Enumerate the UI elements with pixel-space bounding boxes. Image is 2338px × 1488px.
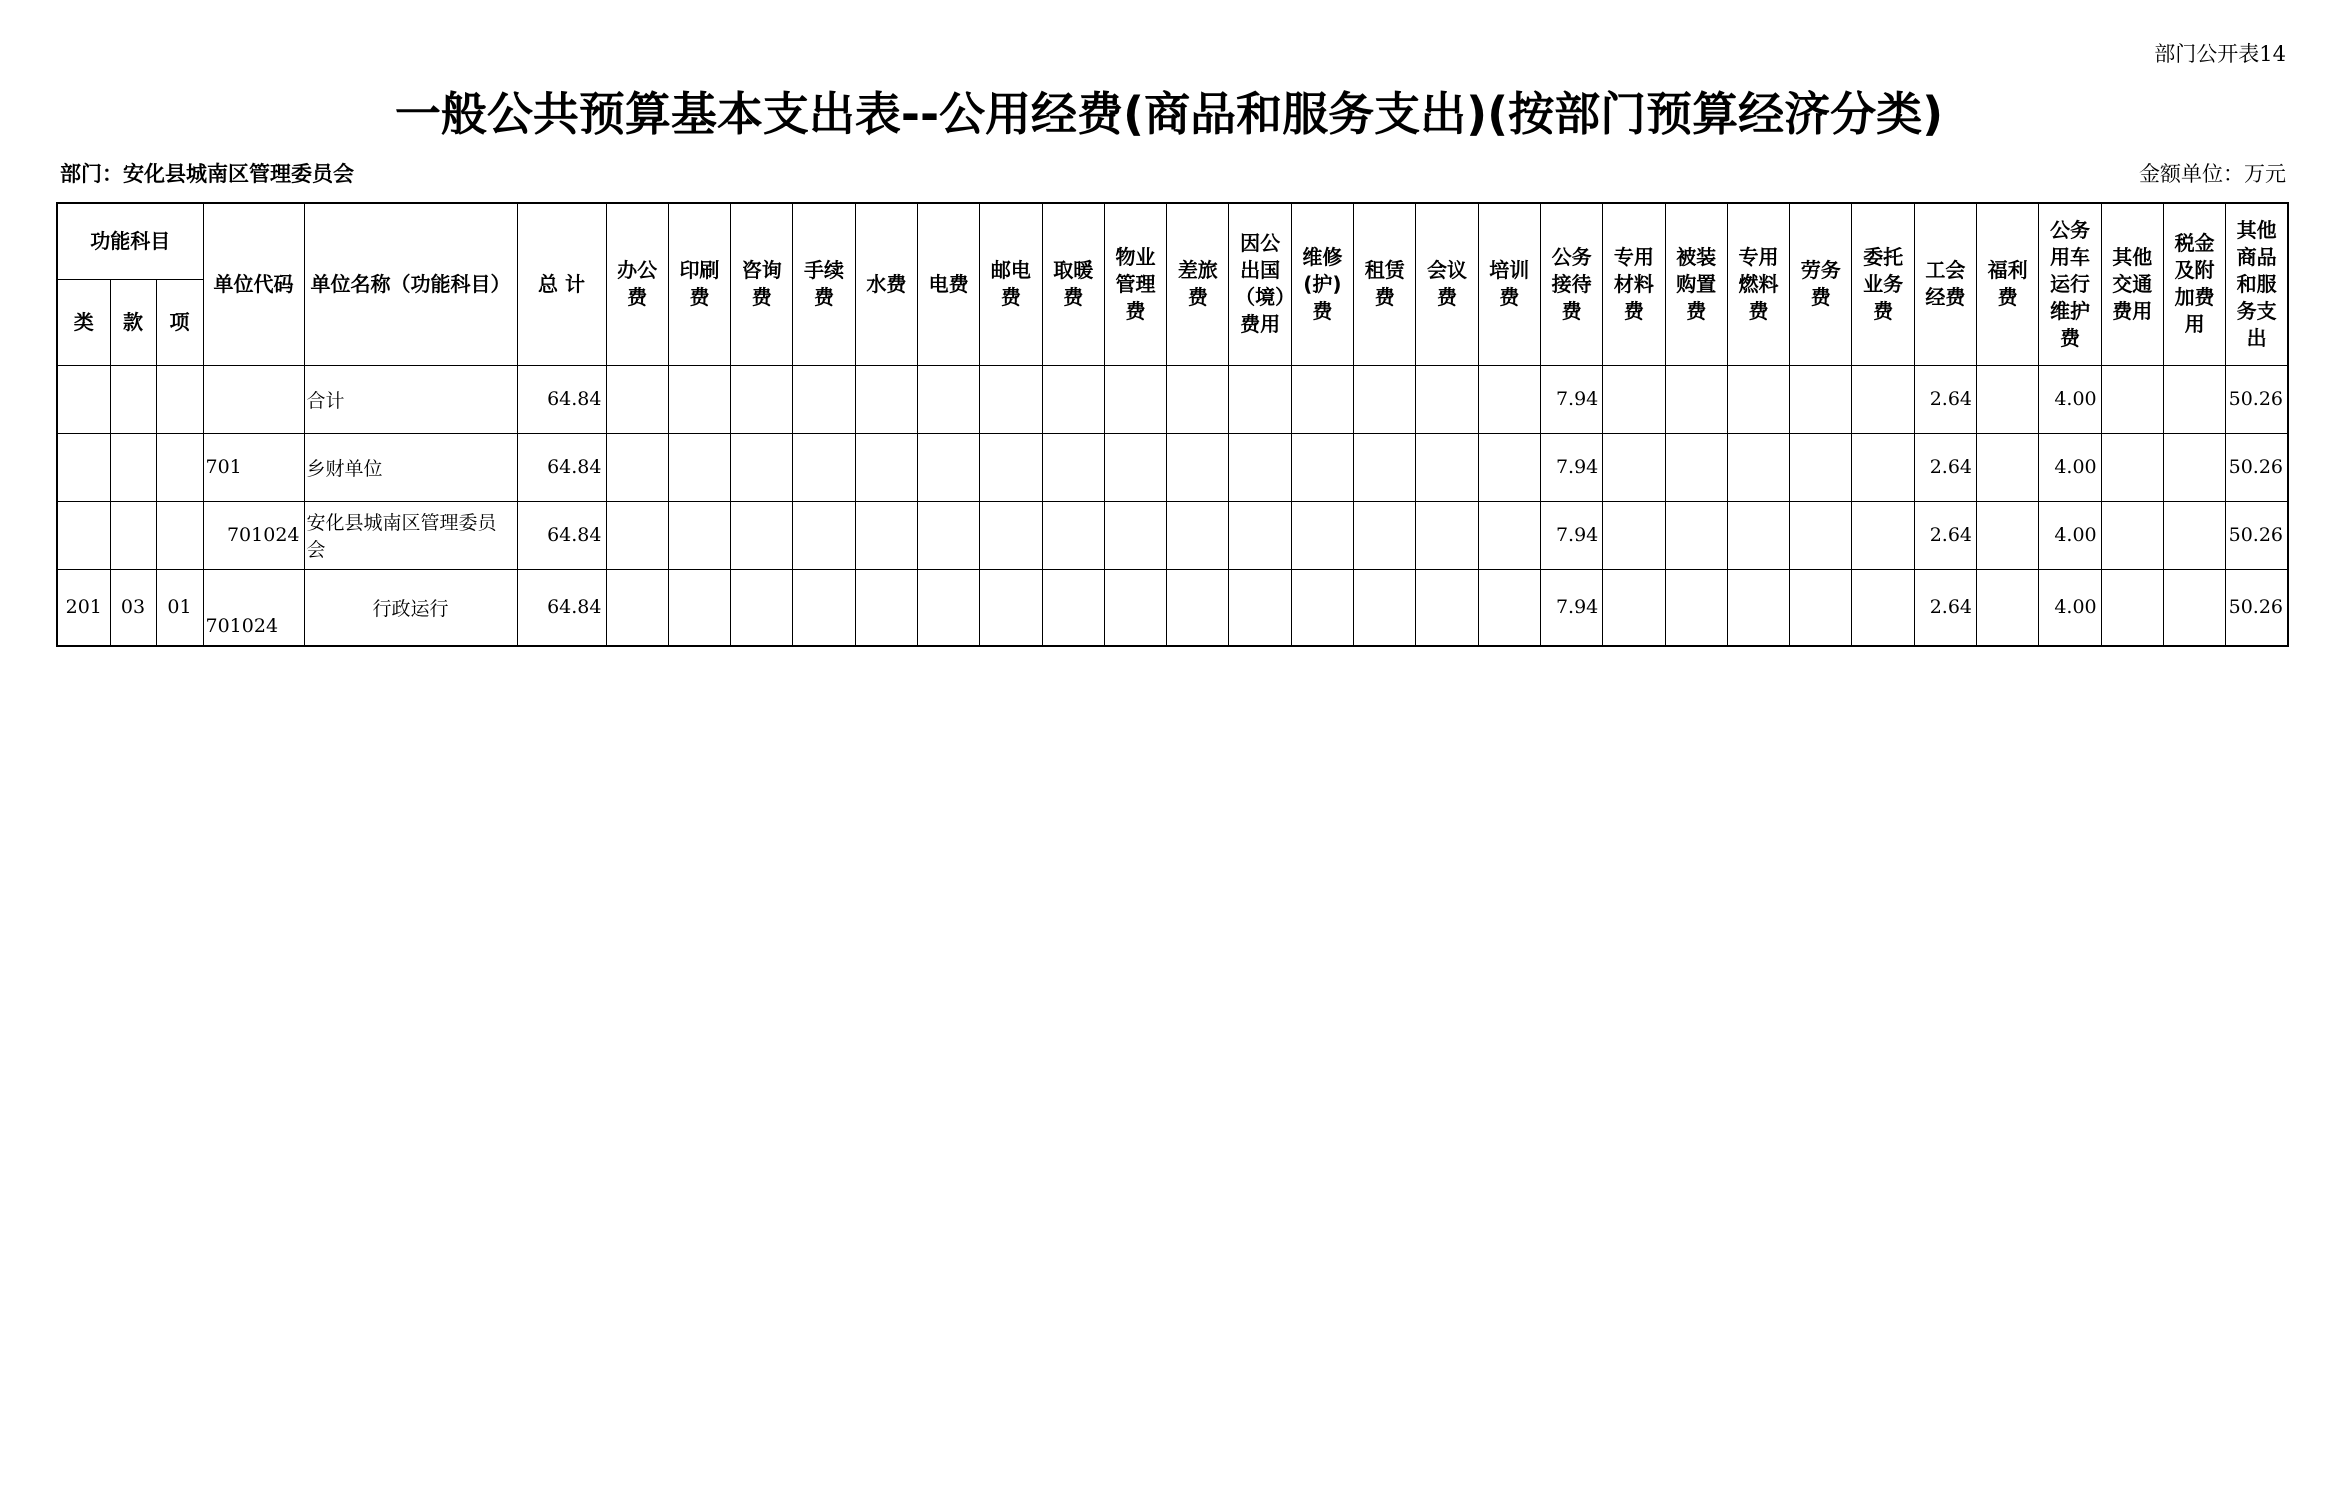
header-col-abroad: 因公出国（境）费用 [1229, 203, 1291, 365]
cell-empty [855, 569, 917, 646]
cell-empty [731, 433, 793, 501]
cell-xiang: 01 [156, 569, 203, 646]
cell-empty [2163, 365, 2225, 433]
cell-vehicle: 4.00 [2039, 433, 2101, 501]
cell-empty [1042, 501, 1104, 569]
cell-empty [1104, 365, 1166, 433]
table-number: 部门公开表14 [2154, 42, 2286, 66]
cell-lei [57, 365, 110, 433]
cell-vehicle: 4.00 [2039, 501, 2101, 569]
table-row [57, 501, 2288, 569]
cell-empty [793, 569, 855, 646]
cell-empty [1167, 433, 1229, 501]
cell-empty [668, 501, 730, 569]
header-func-subject: 功能科目 [57, 203, 203, 279]
cell-empty [2101, 501, 2163, 569]
header-col-rent: 租赁费 [1354, 203, 1416, 365]
cell-empty [980, 501, 1042, 569]
cell-empty [793, 501, 855, 569]
cell-empty [1104, 433, 1166, 501]
cell-empty [2163, 569, 2225, 646]
cell-kuan: 03 [110, 569, 156, 646]
cell-union: 2.64 [1914, 501, 1976, 569]
cell-xiang [156, 365, 203, 433]
header-col-training: 培训费 [1478, 203, 1540, 365]
header-col-labor: 劳务费 [1790, 203, 1852, 365]
header-col-tax: 税金及附加费用 [2163, 203, 2225, 365]
header-col-postal: 邮电费 [980, 203, 1042, 365]
cell-empty [1603, 433, 1665, 501]
table-body [57, 365, 2288, 646]
expenditure-table [56, 202, 2289, 647]
header-lei: 类 [57, 279, 110, 365]
cell-total: 64.84 [517, 501, 606, 569]
table-row [57, 433, 2288, 501]
header-col-transport: 其他交通费用 [2101, 203, 2163, 365]
header-col-welfare: 福利费 [1977, 203, 2039, 365]
cell-reception: 7.94 [1540, 501, 1602, 569]
cell-empty [1478, 569, 1540, 646]
cell-empty [1977, 569, 2039, 646]
cell-empty [1291, 365, 1353, 433]
department-label: 部门：安化县城南区管理委员会 [60, 162, 354, 186]
cell-unit-name: 行政运行 [304, 569, 517, 646]
cell-reception: 7.94 [1540, 569, 1602, 646]
cell-empty [2101, 433, 2163, 501]
cell-empty [917, 365, 979, 433]
header-col-vehicle: 公务用车运行维护费 [2039, 203, 2101, 365]
cell-empty [1229, 433, 1291, 501]
cell-empty [1790, 501, 1852, 569]
cell-reception: 7.94 [1540, 433, 1602, 501]
header-col-commission: 委托业务费 [1852, 203, 1914, 365]
cell-empty [1852, 365, 1914, 433]
header-col-maintenance: 维修(护)费 [1291, 203, 1353, 365]
cell-empty [1478, 365, 1540, 433]
header-total: 总 计 [517, 203, 606, 365]
cell-unit-name: 乡财单位 [304, 433, 517, 501]
cell-empty [606, 433, 668, 501]
cell-empty [1977, 501, 2039, 569]
cell-empty [980, 365, 1042, 433]
header-xiang: 项 [156, 279, 203, 365]
cell-empty [1104, 569, 1166, 646]
cell-other: 50.26 [2226, 501, 2288, 569]
cell-vehicle: 4.00 [2039, 569, 2101, 646]
cell-empty [1603, 569, 1665, 646]
cell-empty [1167, 365, 1229, 433]
cell-empty [855, 433, 917, 501]
cell-empty [855, 501, 917, 569]
cell-empty [1852, 569, 1914, 646]
header-col-materials: 专用材料费 [1603, 203, 1665, 365]
cell-empty [1291, 569, 1353, 646]
header-col-handling: 手续费 [793, 203, 855, 365]
cell-empty [606, 569, 668, 646]
cell-empty [1229, 365, 1291, 433]
cell-empty [1977, 433, 2039, 501]
cell-unit-name: 合计 [304, 365, 517, 433]
header-col-meeting: 会议费 [1416, 203, 1478, 365]
header-col-reception: 公务接待费 [1540, 203, 1602, 365]
cell-lei [57, 501, 110, 569]
cell-unit-name: 安化县城南区管理委员会 [304, 501, 517, 569]
cell-empty [1291, 433, 1353, 501]
header-col-heating: 取暖费 [1042, 203, 1104, 365]
cell-union: 2.64 [1914, 569, 1976, 646]
cell-kuan [110, 433, 156, 501]
page-title: 一般公共预算基本支出表--公用经费(商品和服务支出)(按部门预算经济分类) [394, 87, 1944, 141]
cell-empty [1790, 365, 1852, 433]
table-row [57, 569, 2288, 646]
cell-empty [980, 569, 1042, 646]
cell-empty [2163, 501, 2225, 569]
table-row [57, 365, 2288, 433]
header-unit-name: 单位名称（功能科目） [304, 203, 517, 365]
cell-kuan [110, 501, 156, 569]
cell-empty [1229, 569, 1291, 646]
cell-empty [1665, 433, 1727, 501]
cell-empty [1416, 501, 1478, 569]
cell-empty [731, 365, 793, 433]
cell-empty [1416, 569, 1478, 646]
amount-unit-label: 金额单位：万元 [2139, 162, 2286, 186]
cell-empty [1852, 433, 1914, 501]
cell-empty [917, 569, 979, 646]
header-col-property: 物业管理费 [1104, 203, 1166, 365]
cell-empty [1478, 433, 1540, 501]
cell-other: 50.26 [2226, 569, 2288, 646]
cell-unit-code: 701024 [203, 569, 304, 646]
cell-unit-code [203, 365, 304, 433]
cell-empty [1354, 501, 1416, 569]
header-kuan: 款 [110, 279, 156, 365]
cell-empty [731, 501, 793, 569]
cell-vehicle: 4.00 [2039, 365, 2101, 433]
header-unit-code: 单位代码 [203, 203, 304, 365]
cell-empty [731, 569, 793, 646]
header-col-other: 其他商品和服务支出 [2226, 203, 2288, 365]
cell-empty [1104, 501, 1166, 569]
cell-empty [1167, 501, 1229, 569]
cell-unit-code: 701 [203, 433, 304, 501]
header-col-electricity: 电费 [917, 203, 979, 365]
cell-empty [1478, 501, 1540, 569]
cell-empty [917, 433, 979, 501]
cell-unit-code: 701024 [203, 501, 304, 569]
cell-empty [2101, 365, 2163, 433]
cell-empty [668, 433, 730, 501]
cell-empty [1229, 501, 1291, 569]
cell-empty [668, 569, 730, 646]
header-col-consulting: 咨询费 [731, 203, 793, 365]
cell-empty [1354, 433, 1416, 501]
cell-empty [2101, 569, 2163, 646]
cell-empty [1852, 501, 1914, 569]
cell-empty [793, 365, 855, 433]
cell-empty [1727, 569, 1789, 646]
cell-kuan [110, 365, 156, 433]
cell-empty [606, 501, 668, 569]
cell-empty [1167, 569, 1229, 646]
cell-empty [1042, 365, 1104, 433]
cell-empty [793, 433, 855, 501]
cell-empty [1665, 365, 1727, 433]
cell-empty [606, 365, 668, 433]
cell-empty [1727, 501, 1789, 569]
cell-other: 50.26 [2226, 365, 2288, 433]
cell-union: 2.64 [1914, 365, 1976, 433]
cell-total: 64.84 [517, 433, 606, 501]
cell-xiang [156, 433, 203, 501]
header-col-office: 办公费 [606, 203, 668, 365]
header-col-printing: 印刷费 [668, 203, 730, 365]
cell-empty [1042, 569, 1104, 646]
cell-empty [2163, 433, 2225, 501]
cell-empty [1603, 365, 1665, 433]
cell-empty [1291, 501, 1353, 569]
cell-total: 64.84 [517, 365, 606, 433]
cell-union: 2.64 [1914, 433, 1976, 501]
cell-lei: 201 [57, 569, 110, 646]
cell-xiang [156, 501, 203, 569]
header-col-uniform: 被装购置费 [1665, 203, 1727, 365]
cell-empty [1603, 501, 1665, 569]
cell-empty [855, 365, 917, 433]
cell-empty [1727, 365, 1789, 433]
cell-reception: 7.94 [1540, 365, 1602, 433]
cell-empty [1354, 569, 1416, 646]
cell-empty [1665, 569, 1727, 646]
cell-empty [1977, 365, 2039, 433]
cell-empty [1416, 433, 1478, 501]
header-col-fuel: 专用燃料费 [1727, 203, 1789, 365]
cell-empty [980, 433, 1042, 501]
cell-empty [1727, 433, 1789, 501]
header-col-water: 水费 [855, 203, 917, 365]
cell-empty [1790, 569, 1852, 646]
cell-other: 50.26 [2226, 433, 2288, 501]
cell-empty [917, 501, 979, 569]
cell-empty [1790, 433, 1852, 501]
cell-empty [668, 365, 730, 433]
header-col-union: 工会经费 [1914, 203, 1976, 365]
cell-empty [1354, 365, 1416, 433]
cell-empty [1416, 365, 1478, 433]
cell-empty [1665, 501, 1727, 569]
cell-total: 64.84 [517, 569, 606, 646]
cell-empty [1042, 433, 1104, 501]
header-col-travel: 差旅费 [1167, 203, 1229, 365]
cell-lei [57, 433, 110, 501]
